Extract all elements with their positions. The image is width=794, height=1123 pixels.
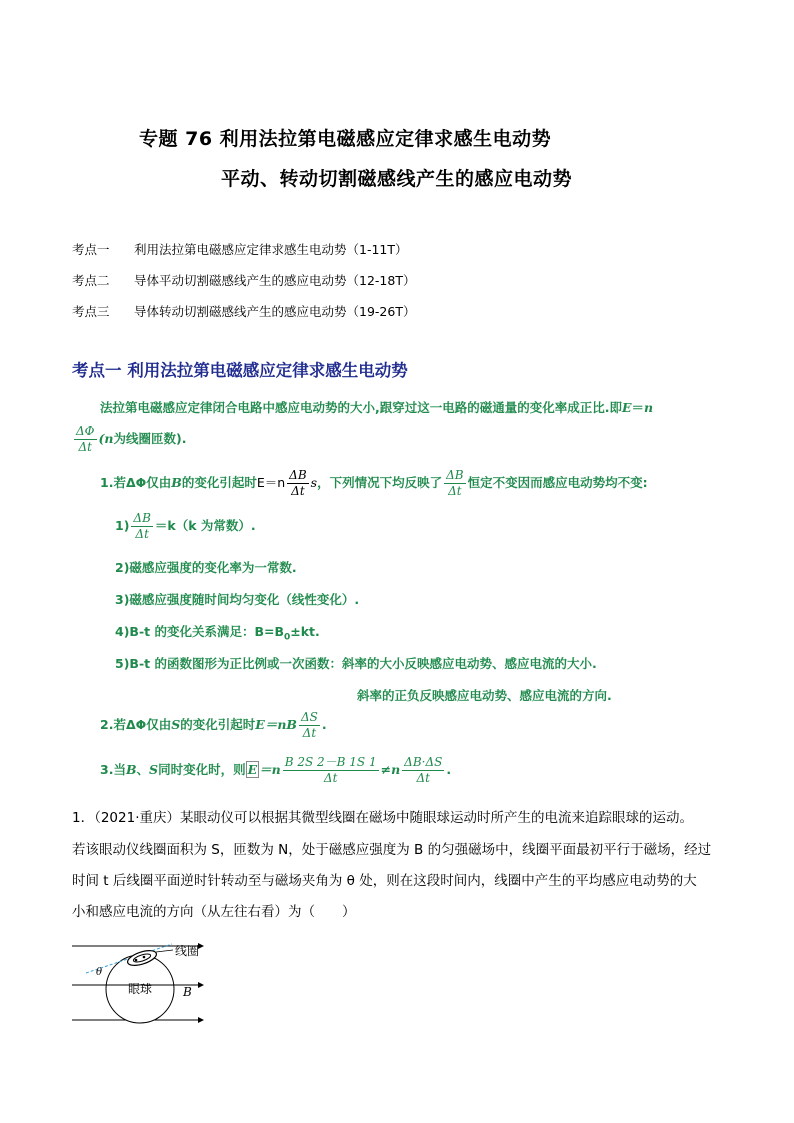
fraction-b2s2-b1s1: $\frac{B 2S 2-B 1S 1}{\Delta t}$	[284, 755, 377, 785]
outline-item-1	[72, 240, 408, 258]
angle-label: θ	[96, 967, 103, 978]
sub-item-5: 5)B-t 的函数图形为正比例或一次函数：斜率的大小反映感应电动势、感应电流的大小.	[115, 656, 597, 671]
sub-item-1-index: 1)	[115, 518, 130, 533]
symbol-b: B	[125, 762, 137, 777]
outline-label: 考点三	[72, 304, 110, 319]
point-1-text-c: ，下列情况下均反映了	[317, 475, 443, 490]
outline-item-2	[72, 271, 415, 289]
intro-text-2: 为线圈匝数).	[113, 431, 187, 446]
sub-item-1	[115, 511, 256, 542]
question-1-line-1: 1．（2021·重庆）某眼动仪可以根据其微型线圈在磁场中随眼球运动时所产生的电流来追踪眼球的运动。	[72, 810, 693, 826]
point-1-text-b: 的变化引起时	[181, 475, 257, 490]
point-2-text-b: 的变化引起时	[180, 717, 256, 732]
formula-e-nb: E＝nB	[255, 717, 297, 732]
intro-symbol-n: n	[644, 400, 654, 415]
point-3	[100, 755, 451, 786]
sub-item-1-text: ＝k（k 为常数）.	[154, 518, 256, 533]
point-1-text: 1.若ΔΦ仅由	[100, 475, 172, 490]
formula-e: E＝n	[256, 475, 286, 490]
sub-item-4-text: 4)B-t 的变化关系满足：B=B	[115, 624, 284, 639]
intro-fraction: $\frac{\Delta\Phi}{\Delta t}$	[76, 424, 95, 454]
subscript-zero: 0	[283, 632, 291, 643]
field-label: B	[183, 985, 192, 999]
fraction-db-dt-3: $\frac{\Delta B}{\Delta t}$	[133, 511, 151, 541]
page-title: 专题 76 利用法拉第电磁感应定律求感生电动势	[139, 128, 552, 150]
point-1	[100, 468, 648, 499]
intro-n: (n	[98, 431, 114, 446]
intro-line-2	[72, 424, 187, 455]
sub-item-4-text-b: ±kt.	[290, 624, 320, 639]
not-equals-n: ≠n	[380, 762, 401, 777]
outline-text: 利用法拉第电磁感应定律求感生电动势（1-11T）	[134, 242, 408, 257]
fraction-db-dt-2: $\frac{\Delta B}{\Delta t}$	[446, 468, 464, 498]
question-1-line-4: 小和感应电流的方向（从左往右看）为（ ）	[72, 904, 356, 920]
outline-item-3	[72, 302, 415, 320]
outline-label: 考点二	[72, 273, 110, 288]
symbol-e-boxed: E	[247, 762, 258, 777]
sub-item-5-continued: 斜率的正负反映感应电动势、感应电流的方向.	[357, 688, 612, 703]
intro-line-1	[100, 398, 653, 416]
period: .	[446, 762, 452, 777]
intro-symbol-e: E	[622, 400, 632, 415]
separator: 、	[136, 762, 150, 777]
symbol-s: S	[171, 717, 181, 732]
fraction-db-dt: $\frac{\Delta B}{\Delta t}$	[289, 468, 307, 498]
sub-item-3: 3)磁感应强度随时间均匀变化（线性变化）.	[115, 592, 360, 607]
intro-text: 法拉第电磁感应定律闭合电路中感应电动势的大小,跟穿过这一电路的磁通量的变化率成正比.即	[100, 400, 622, 415]
coil-pointer	[156, 950, 173, 952]
eyeball-label: 眼球	[128, 982, 153, 996]
outline-label: 考点一	[72, 242, 110, 257]
eye-tracker-figure	[72, 930, 222, 1025]
point-2	[100, 710, 327, 741]
question-1-line-2: 若该眼动仪线圈面积为 S，匝数为 N，处于磁感应强度为 B 的匀强磁场中，线圈平面最初平行于磁场，经过	[72, 842, 712, 858]
point-1-text-d: 恒定不变因而感应电动势均不变:	[467, 475, 648, 490]
page-subtitle: 平动、转动切割磁感线产生的感应电动势	[221, 168, 573, 190]
point-3-text-b: 同时变化时，则	[158, 762, 246, 777]
equals-n: ＝n	[259, 762, 281, 777]
fraction-ds-dt: $\frac{\Delta S}{\Delta t}$	[300, 710, 318, 740]
point-3-text: 3.当	[100, 762, 126, 777]
fraction-db-ds-dt: $\frac{\Delta B\cdot\Delta S}{\Delta t}$	[404, 755, 443, 785]
outline-text: 导体转动切割磁感线产生的感应电动势（19-26T）	[134, 304, 416, 319]
question-1-line-3: 时间 t 后线圈平面逆时针转动至与磁场夹角为 θ 处，则在这段时间内，线圈中产生的平均感应电动势的大	[72, 873, 697, 889]
intro-equals: ＝	[631, 400, 645, 415]
period: .	[321, 717, 327, 732]
symbol-s: S	[149, 762, 159, 777]
sub-item-4	[115, 622, 320, 643]
outline-text: 导体平动切割磁感线产生的感应电动势（12-18T）	[134, 273, 416, 288]
sub-item-2: 2)磁感应强度的变化率为一常数.	[115, 560, 297, 575]
point-2-text: 2.若ΔΦ仅由	[100, 717, 172, 732]
section-heading: 考点一 利用法拉第电磁感应定律求感生电动势	[72, 361, 408, 380]
symbol-b: B	[171, 475, 182, 490]
symbol-s: s	[310, 475, 318, 490]
coil-label: 线圈	[175, 944, 200, 958]
